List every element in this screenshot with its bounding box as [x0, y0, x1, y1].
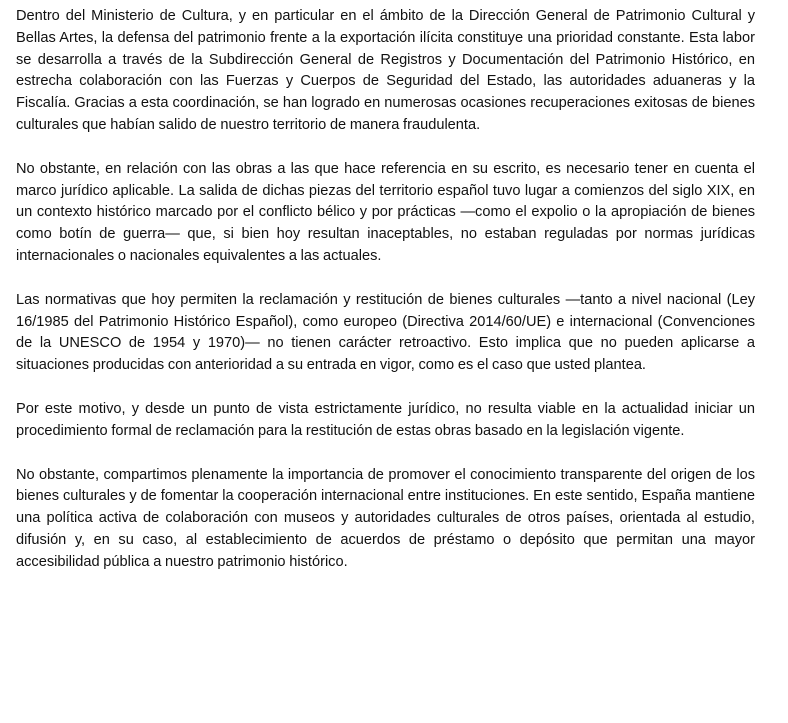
paragraph-cooperation: No obstante, compartimos plenamente la importancia de promover el conocimiento transparente del origen de los bienes culturales y de fomentar la cooperación internacional entre instituciones. En este sentido, España mantiene una política activa de colaboración con museos y autoridades culturales de otros países, orientada al estudio, difusión y, en su caso, al establecimiento de acuerdos de préstamo o depósito que permitan una mayor accesibilidad pública a nuestro patrimonio histórico.	[16, 466, 755, 570]
paragraph-legal-context: No obstante, en relación con las obras a las que hace referencia en su escrito, es necesario tener en cuenta el marco jurídico aplicable. La salida de dichas piezas del territorio español tuvo lugar a comienzos del siglo XIX, en un contexto histórico marcado por el conflicto bélico y por prácticas —como el expolio o la apropiación de bienes como botín de guerra— que, si bien hoy resultan inaceptables, no estaban reguladas por normas jurídicas internacionales o nacionales equivalentes a las actuales.	[16, 160, 755, 264]
paragraph-non-retroactive-law: Las normativas que hoy permiten la reclamación y restitución de bienes culturales —tanto a nivel nacional (Ley 16/1985 del Patrimonio Histórico Español), como europeo (Directiva 2014/60/UE) e internacional (Convenciones de la UNESCO de 1954 y 1970)— no tienen carácter retroactivo. Esto implica que no pueden aplicarse a situaciones producidas con anterioridad a su entrada en vigor, como es el caso que usted plantea.	[16, 291, 755, 374]
paragraph-conclusion: Por este motivo, y desde un punto de vista estrictamente jurídico, no resulta viable en la actualidad iniciar un procedimiento formal de reclamación para la restitución de estas obras basado en la legislación vigente.	[16, 400, 755, 439]
paragraph-ministry-role: Dentro del Ministerio de Cultura, y en particular en el ámbito de la Dirección General de Patrimonio Cultural y Bellas Artes, la defensa del patrimonio frente a la exportación ilícita constituye una prioridad constante. Esta labor se desarrolla a través de la Subdirección General de Registros y Documentación del Patrimonio Histórico, en estrecha colaboración con las Fuerzas y Cuerpos de Seguridad del Estado, las autoridades aduaneras y la Fiscalía. Gracias a esta coordinación, se han logrado en numerosas ocasiones recuperaciones exitosas de bienes culturales que habían salido de nuestro territorio de manera fraudulenta.	[16, 8, 755, 133]
